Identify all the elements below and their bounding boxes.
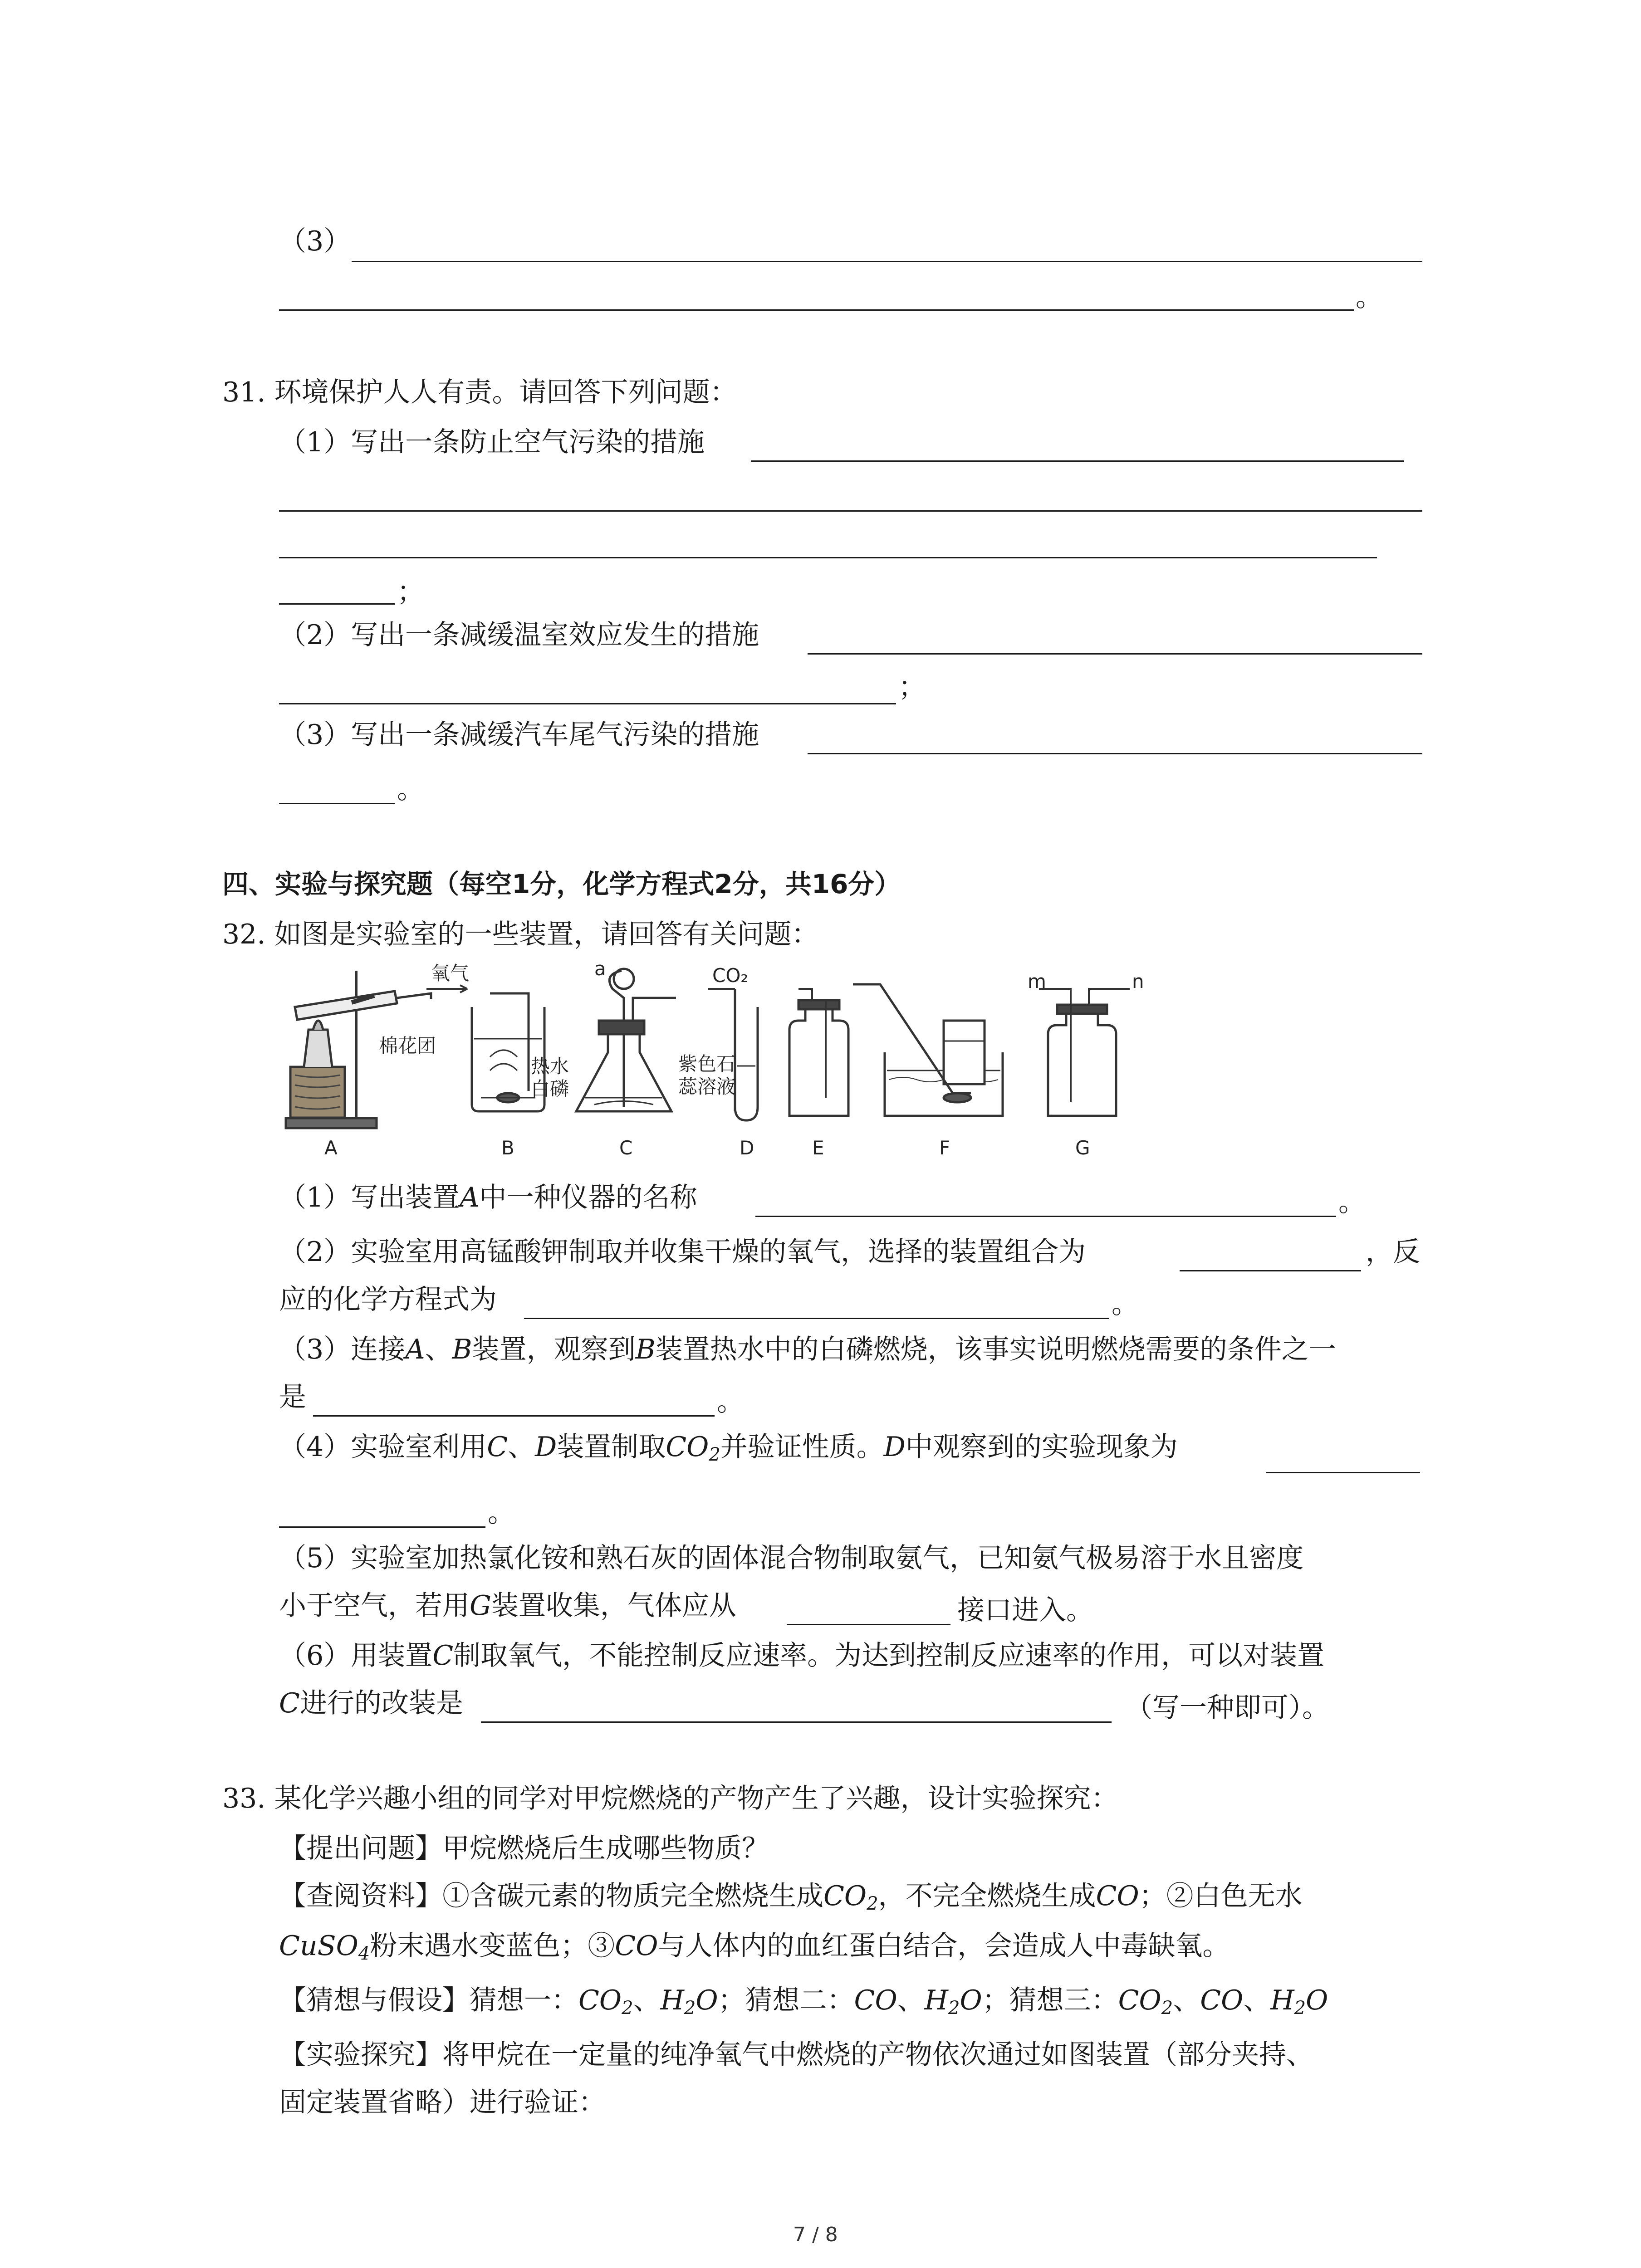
q32-part6-end: （写一种即可）。 — [1125, 1692, 1329, 1724]
label-hot-water: 热水 — [531, 1055, 569, 1077]
q31-part1: （1）写出一条防止空气污染的措施 — [279, 426, 705, 458]
q32-part3-line1: （3）连接A、B装置，观察到B装置热水中的白磷燃烧，该事实说明燃烧需要的条件之一 — [279, 1334, 1336, 1365]
q32-part2-blank-1[interactable] — [1180, 1270, 1361, 1271]
q32-part2-blank-2[interactable] — [524, 1318, 1109, 1319]
q33-reference-line2: CuSO$_4$粉末遇水变蓝色；③CO与人体内的血红蛋白结合，会造成人中毒缺氧。 — [279, 1930, 1230, 1964]
q30-part3-blank-1[interactable] — [352, 261, 1422, 262]
label-port-n: n — [1132, 970, 1144, 992]
q33-experiment-line1: 【实验探究】将甲烷在一定量的纯净氧气中燃烧的产物依次通过如图装置（部分夹持、 — [279, 2039, 1313, 2071]
label-white-phosphorus: 白磷 — [531, 1078, 569, 1100]
apparatus-label-d: D — [740, 1137, 754, 1159]
q30-part3-blank-2[interactable] — [279, 309, 1354, 311]
label-cotton: 棉花团 — [379, 1035, 436, 1057]
q33-reference-line1: 【查阅资料】①含碳元素的物质完全燃烧生成$CO_2$，不完全燃烧生成CO；②白色无水 — [279, 1880, 1303, 1914]
q32-part2-line2: 应的化学方程式为 — [279, 1284, 497, 1315]
label-port-m: m — [1028, 970, 1046, 992]
q31-part1-blank-2[interactable] — [279, 510, 1422, 512]
q31-part2: （2）写出一条减缓温室效应发生的措施 — [279, 619, 759, 651]
apparatus-label-g: G — [1075, 1137, 1090, 1159]
apparatus-e — [789, 989, 848, 1116]
label-litmus-1: 紫色石 — [678, 1053, 736, 1075]
q32-part4-line1: （4）实验室利用C、D装置制取$CO_2$并验证性质。D中观察到的实验现象为 — [279, 1431, 1178, 1465]
label-oxygen: 氧气 — [431, 962, 470, 984]
q32-part6-line2: C进行的改装是 — [279, 1687, 463, 1719]
q32-part1-end: 。 — [1338, 1186, 1366, 1218]
q33-experiment-line2: 固定装置省略）进行验证： — [279, 2087, 606, 2118]
q32-part1-blank[interactable] — [755, 1216, 1336, 1217]
q32-part3-end: 。 — [717, 1386, 744, 1418]
section-4-title: 四、实验与探究题（每空1分，化学方程式2分，共16分） — [222, 869, 901, 899]
q33-hypothesis: 【猜想与假设】猜想一：$CO_2$、$H_2O$；猜想二：CO、$H_2O$；猜想三：$CO_2$、CO、$H_2O$ — [279, 1984, 1328, 2019]
q31-part3: （3）写出一条减缓汽车尾气污染的措施 — [279, 719, 759, 751]
q31-part3-blank-2[interactable] — [279, 803, 395, 804]
q32-part5-end: 接口进入。 — [957, 1594, 1093, 1626]
apparatus-label-b: B — [501, 1137, 514, 1159]
q32-part3-blank[interactable] — [313, 1415, 715, 1417]
page-number: 7 / 8 — [793, 2223, 838, 2246]
label-funnel-a: a — [594, 962, 606, 980]
q31-part1-end: ； — [397, 576, 424, 608]
q32-stem: 32. 如图是实验室的一些装置，请回答有关问题： — [222, 919, 819, 950]
q31-part2-blank-1[interactable] — [808, 653, 1422, 655]
q32-part2-end: 。 — [1112, 1288, 1139, 1320]
label-litmus-2: 蕊溶液 — [678, 1075, 736, 1098]
q32-part1: （1）写出装置A中一种仪器的名称 — [279, 1182, 697, 1213]
q32-part6-blank[interactable] — [481, 1721, 1112, 1723]
q31-stem: 31. 环境保护人人有责。请回答下列问题： — [222, 376, 737, 408]
q32-part3-line2: 是 — [279, 1381, 306, 1413]
q32-part5-blank[interactable] — [787, 1624, 950, 1625]
q30-part3-end: 。 — [1356, 281, 1383, 313]
q31-part1-blank-4[interactable] — [279, 603, 395, 605]
q31-part2-end: ； — [898, 671, 926, 703]
q32-part2-line1-end: ，反 — [1366, 1236, 1420, 1268]
q32-part4-blank-1[interactable] — [1266, 1472, 1420, 1473]
q32-part5-line2: 小于空气，若用G装置收集，气体应从 — [279, 1590, 736, 1622]
q32-part4-end: 。 — [488, 1497, 515, 1529]
q31-part1-blank-1[interactable] — [751, 460, 1404, 462]
q32-part6-line1: （6）用装置C制取氧气，不能控制反应速率。为达到控制反应速率的作用，可以对装置 — [279, 1640, 1325, 1672]
q33-stem: 33. 某化学兴趣小组的同学对甲烷燃烧的产物产生了兴趣，设计实验探究： — [222, 1783, 1118, 1814]
q33-question: 【提出问题】甲烷燃烧后生成哪些物质？ — [279, 1833, 769, 1864]
apparatus-label-e: E — [812, 1137, 824, 1159]
q32-apparatus-figure — [277, 962, 1184, 1161]
apparatus-label-f: F — [939, 1137, 950, 1159]
q31-part1-blank-3[interactable] — [279, 557, 1377, 558]
apparatus-g — [1039, 989, 1130, 1116]
q32-part2-line1: （2）实验室用高锰酸钾制取并收集干燥的氧气，选择的装置组合为 — [279, 1236, 1086, 1268]
q32-part4-blank-2[interactable] — [279, 1526, 485, 1528]
q31-part2-blank-2[interactable] — [279, 703, 896, 704]
q30-part3-label: （3） — [279, 225, 351, 257]
apparatus-label-c: C — [619, 1137, 633, 1159]
apparatus-c — [576, 969, 676, 1111]
apparatus-f — [853, 984, 1003, 1116]
q31-part3-blank-1[interactable] — [808, 753, 1422, 754]
label-co2: CO₂ — [712, 964, 749, 987]
apparatus-label-a: A — [324, 1137, 338, 1159]
q32-part5-line1: （5）实验室加热氯化铵和熟石灰的固体混合物制取氨气，已知氨气极易溶于水且密度 — [279, 1542, 1304, 1574]
q31-part3-end: 。 — [397, 773, 424, 805]
